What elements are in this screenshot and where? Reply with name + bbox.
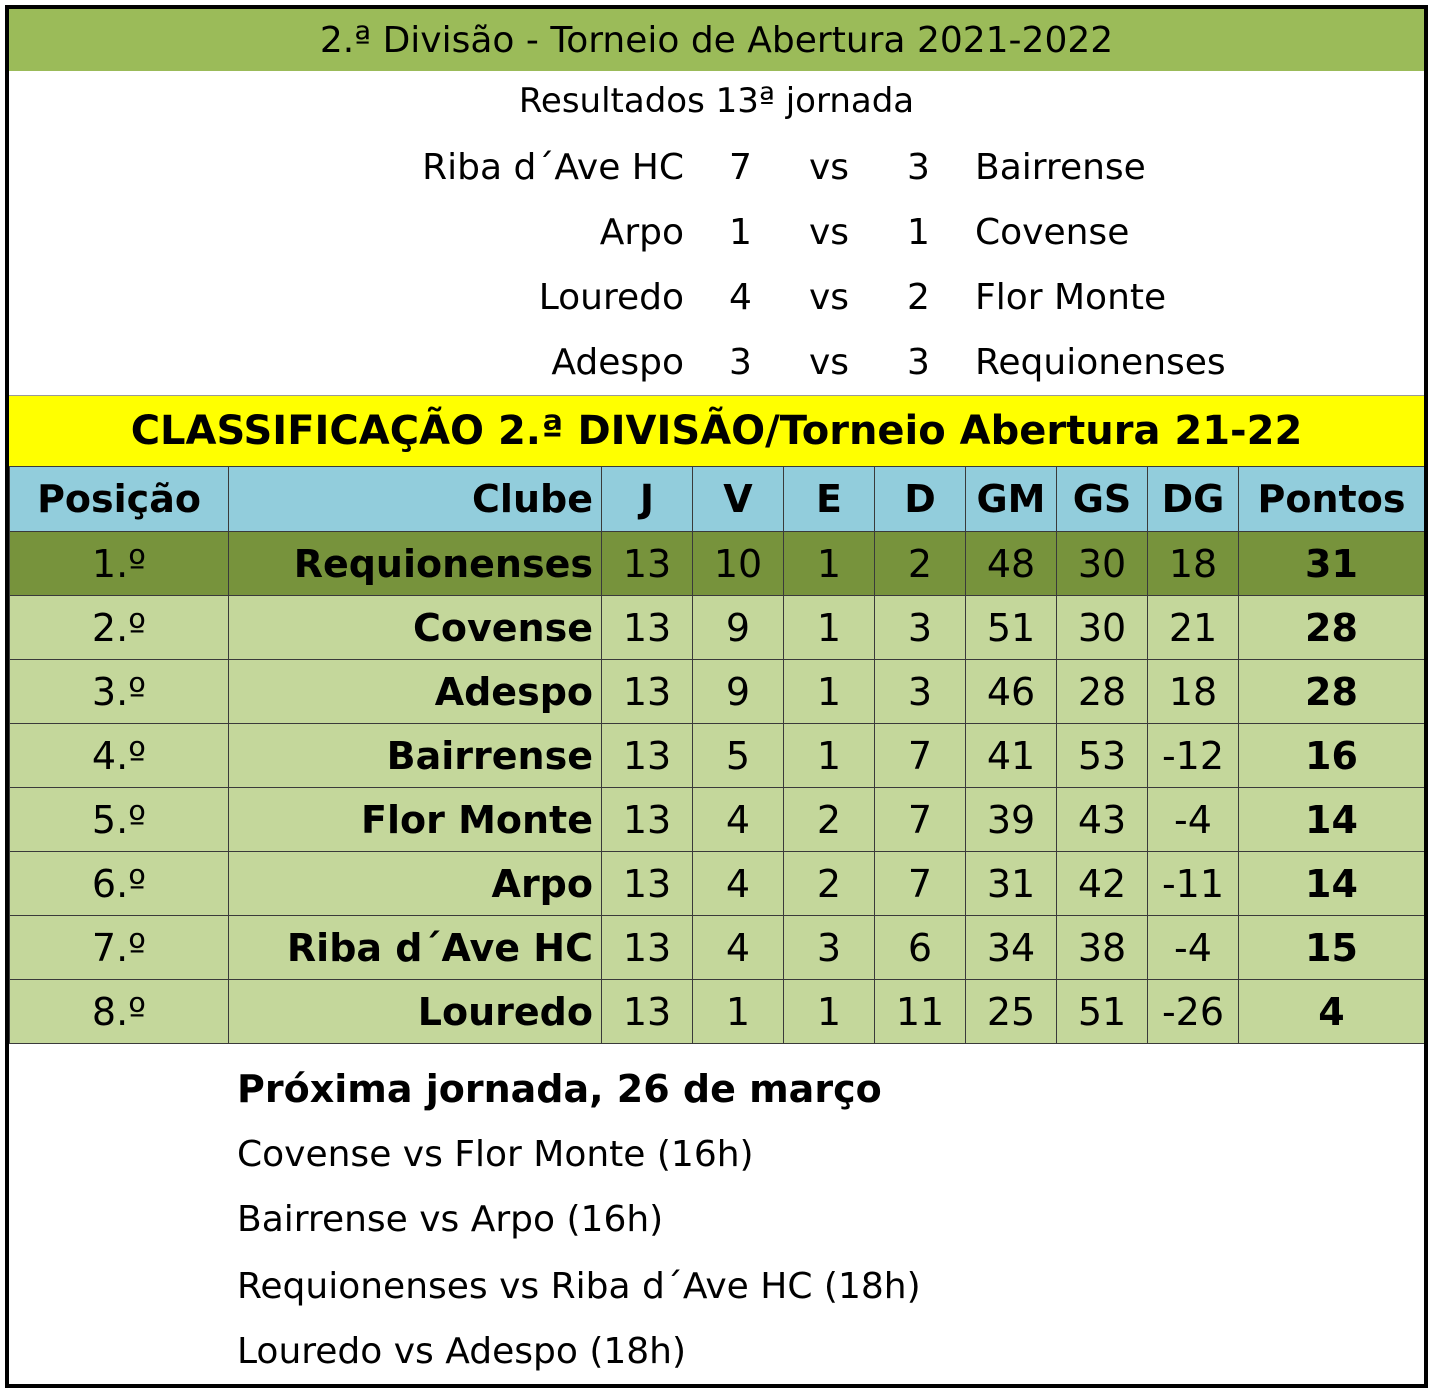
cell-gm: 39 xyxy=(966,788,1057,852)
classification-title: CLASSIFICAÇÃO 2.ª DIVISÃO/Torneio Abertura 21-22 xyxy=(130,408,1303,454)
header-v: V xyxy=(693,467,784,532)
table-row xyxy=(10,788,1425,852)
cell-e: 1 xyxy=(784,724,875,788)
cell-j: 13 xyxy=(602,532,693,596)
cell-points: 16 xyxy=(1239,724,1425,788)
cell-club: Flor Monte xyxy=(229,788,602,852)
classification-title-bar xyxy=(9,395,1424,466)
cell-points: 15 xyxy=(1239,916,1425,980)
cell-dg: -26 xyxy=(1148,980,1239,1044)
cell-position: 7.º xyxy=(10,916,229,980)
cell-j: 13 xyxy=(602,980,693,1044)
cell-dg: 21 xyxy=(1148,596,1239,660)
cell-gs: 53 xyxy=(1057,724,1148,788)
match-away-score: 2 xyxy=(907,277,930,318)
cell-dg: 18 xyxy=(1148,660,1239,724)
cell-dg: -12 xyxy=(1148,724,1239,788)
cell-d: 7 xyxy=(875,788,966,852)
cell-j: 13 xyxy=(602,852,693,916)
header-e: E xyxy=(784,467,875,532)
cell-gm: 41 xyxy=(966,724,1057,788)
match-row xyxy=(9,139,1424,199)
match-away-team: Covense xyxy=(975,212,1130,253)
table-row xyxy=(10,660,1425,724)
cell-club: Covense xyxy=(229,596,602,660)
table-row xyxy=(10,980,1425,1044)
cell-dg: -4 xyxy=(1148,916,1239,980)
header-posicao: Posição xyxy=(10,467,229,532)
match-row xyxy=(9,269,1424,329)
cell-j: 13 xyxy=(602,724,693,788)
cell-dg: -4 xyxy=(1148,788,1239,852)
cell-position: 8.º xyxy=(10,980,229,1044)
cell-gs: 42 xyxy=(1057,852,1148,916)
header-gm: GM xyxy=(966,467,1057,532)
fixture-item: Louredo vs Adespo (18h) xyxy=(237,1331,687,1372)
standings-sheet xyxy=(5,5,1428,1388)
cell-v: 4 xyxy=(693,916,784,980)
cell-club: Riba d´Ave HC xyxy=(229,916,602,980)
cell-v: 1 xyxy=(693,980,784,1044)
cell-gs: 30 xyxy=(1057,596,1148,660)
next-round-heading: Próxima jornada, 26 de março xyxy=(237,1067,882,1111)
match-home-score: 4 xyxy=(729,277,752,318)
cell-gm: 48 xyxy=(966,532,1057,596)
match-home-team: Arpo xyxy=(599,212,684,253)
cell-points: 4 xyxy=(1239,980,1425,1044)
cell-d: 2 xyxy=(875,532,966,596)
cell-d: 3 xyxy=(875,596,966,660)
cell-gm: 31 xyxy=(966,852,1057,916)
cell-d: 11 xyxy=(875,980,966,1044)
cell-dg: -11 xyxy=(1148,852,1239,916)
cell-e: 2 xyxy=(784,852,875,916)
cell-d: 7 xyxy=(875,724,966,788)
cell-position: 3.º xyxy=(10,660,229,724)
fixture-item: Bairrense vs Arpo (16h) xyxy=(237,1199,664,1240)
match-home-score: 1 xyxy=(729,212,752,253)
standings-table xyxy=(9,466,1425,1044)
cell-gs: 43 xyxy=(1057,788,1148,852)
cell-points: 31 xyxy=(1239,532,1425,596)
results-heading: Resultados 13ª jornada xyxy=(518,81,915,121)
cell-gm: 46 xyxy=(966,660,1057,724)
cell-gm: 51 xyxy=(966,596,1057,660)
cell-gm: 34 xyxy=(966,916,1057,980)
cell-points: 28 xyxy=(1239,660,1425,724)
competition-title-bar xyxy=(9,9,1424,71)
match-away-score: 1 xyxy=(907,212,930,253)
cell-dg: 18 xyxy=(1148,532,1239,596)
cell-club: Louredo xyxy=(229,980,602,1044)
cell-j: 13 xyxy=(602,596,693,660)
cell-e: 1 xyxy=(784,596,875,660)
cell-j: 13 xyxy=(602,916,693,980)
cell-club: Adespo xyxy=(229,660,602,724)
header-dg: DG xyxy=(1148,467,1239,532)
cell-j: 13 xyxy=(602,788,693,852)
match-vs: vs xyxy=(809,342,850,383)
standings-header-row xyxy=(10,467,1425,532)
cell-e: 1 xyxy=(784,532,875,596)
cell-v: 4 xyxy=(693,788,784,852)
cell-gs: 28 xyxy=(1057,660,1148,724)
match-away-team: Bairrense xyxy=(975,147,1146,188)
match-vs: vs xyxy=(809,277,850,318)
cell-j: 13 xyxy=(602,660,693,724)
header-d: D xyxy=(875,467,966,532)
match-home-team: Louredo xyxy=(538,277,684,318)
fixture-item: Requionenses vs Riba d´Ave HC (18h) xyxy=(237,1266,921,1307)
match-home-team: Adespo xyxy=(551,342,684,383)
match-row xyxy=(9,204,1424,264)
match-away-team: Requionenses xyxy=(975,342,1226,383)
match-vs: vs xyxy=(809,147,850,188)
cell-v: 10 xyxy=(693,532,784,596)
cell-v: 5 xyxy=(693,724,784,788)
table-row xyxy=(10,596,1425,660)
cell-club: Arpo xyxy=(229,852,602,916)
competition-title: 2.ª Divisão - Torneio de Abertura 2021-2022 xyxy=(319,19,1114,61)
cell-position: 5.º xyxy=(10,788,229,852)
header-pontos: Pontos xyxy=(1239,467,1425,532)
table-row xyxy=(10,916,1425,980)
match-vs: vs xyxy=(809,212,850,253)
cell-d: 7 xyxy=(875,852,966,916)
header-clube: Clube xyxy=(229,467,602,532)
cell-v: 4 xyxy=(693,852,784,916)
table-row xyxy=(10,532,1425,596)
match-row xyxy=(9,334,1424,394)
table-row xyxy=(10,724,1425,788)
header-gs: GS xyxy=(1057,467,1148,532)
cell-position: 1.º xyxy=(10,532,229,596)
cell-gs: 51 xyxy=(1057,980,1148,1044)
table-row xyxy=(10,852,1425,916)
cell-position: 4.º xyxy=(10,724,229,788)
match-away-score: 3 xyxy=(907,342,930,383)
cell-gs: 30 xyxy=(1057,532,1148,596)
cell-v: 9 xyxy=(693,596,784,660)
cell-gs: 38 xyxy=(1057,916,1148,980)
match-away-score: 3 xyxy=(907,147,930,188)
cell-e: 3 xyxy=(784,916,875,980)
cell-club: Requionenses xyxy=(229,532,602,596)
cell-points: 14 xyxy=(1239,852,1425,916)
fixture-item: Covense vs Flor Monte (16h) xyxy=(237,1134,754,1175)
cell-gm: 25 xyxy=(966,980,1057,1044)
cell-e: 1 xyxy=(784,980,875,1044)
cell-e: 2 xyxy=(784,788,875,852)
cell-e: 1 xyxy=(784,660,875,724)
match-home-score: 3 xyxy=(729,342,752,383)
cell-club: Bairrense xyxy=(229,724,602,788)
match-away-team: Flor Monte xyxy=(975,277,1167,318)
header-j: J xyxy=(602,467,693,532)
cell-v: 9 xyxy=(693,660,784,724)
match-home-score: 7 xyxy=(729,147,752,188)
cell-points: 14 xyxy=(1239,788,1425,852)
cell-points: 28 xyxy=(1239,596,1425,660)
match-home-team: Riba d´Ave HC xyxy=(422,147,684,188)
cell-d: 6 xyxy=(875,916,966,980)
cell-d: 3 xyxy=(875,660,966,724)
cell-position: 6.º xyxy=(10,852,229,916)
cell-position: 2.º xyxy=(10,596,229,660)
